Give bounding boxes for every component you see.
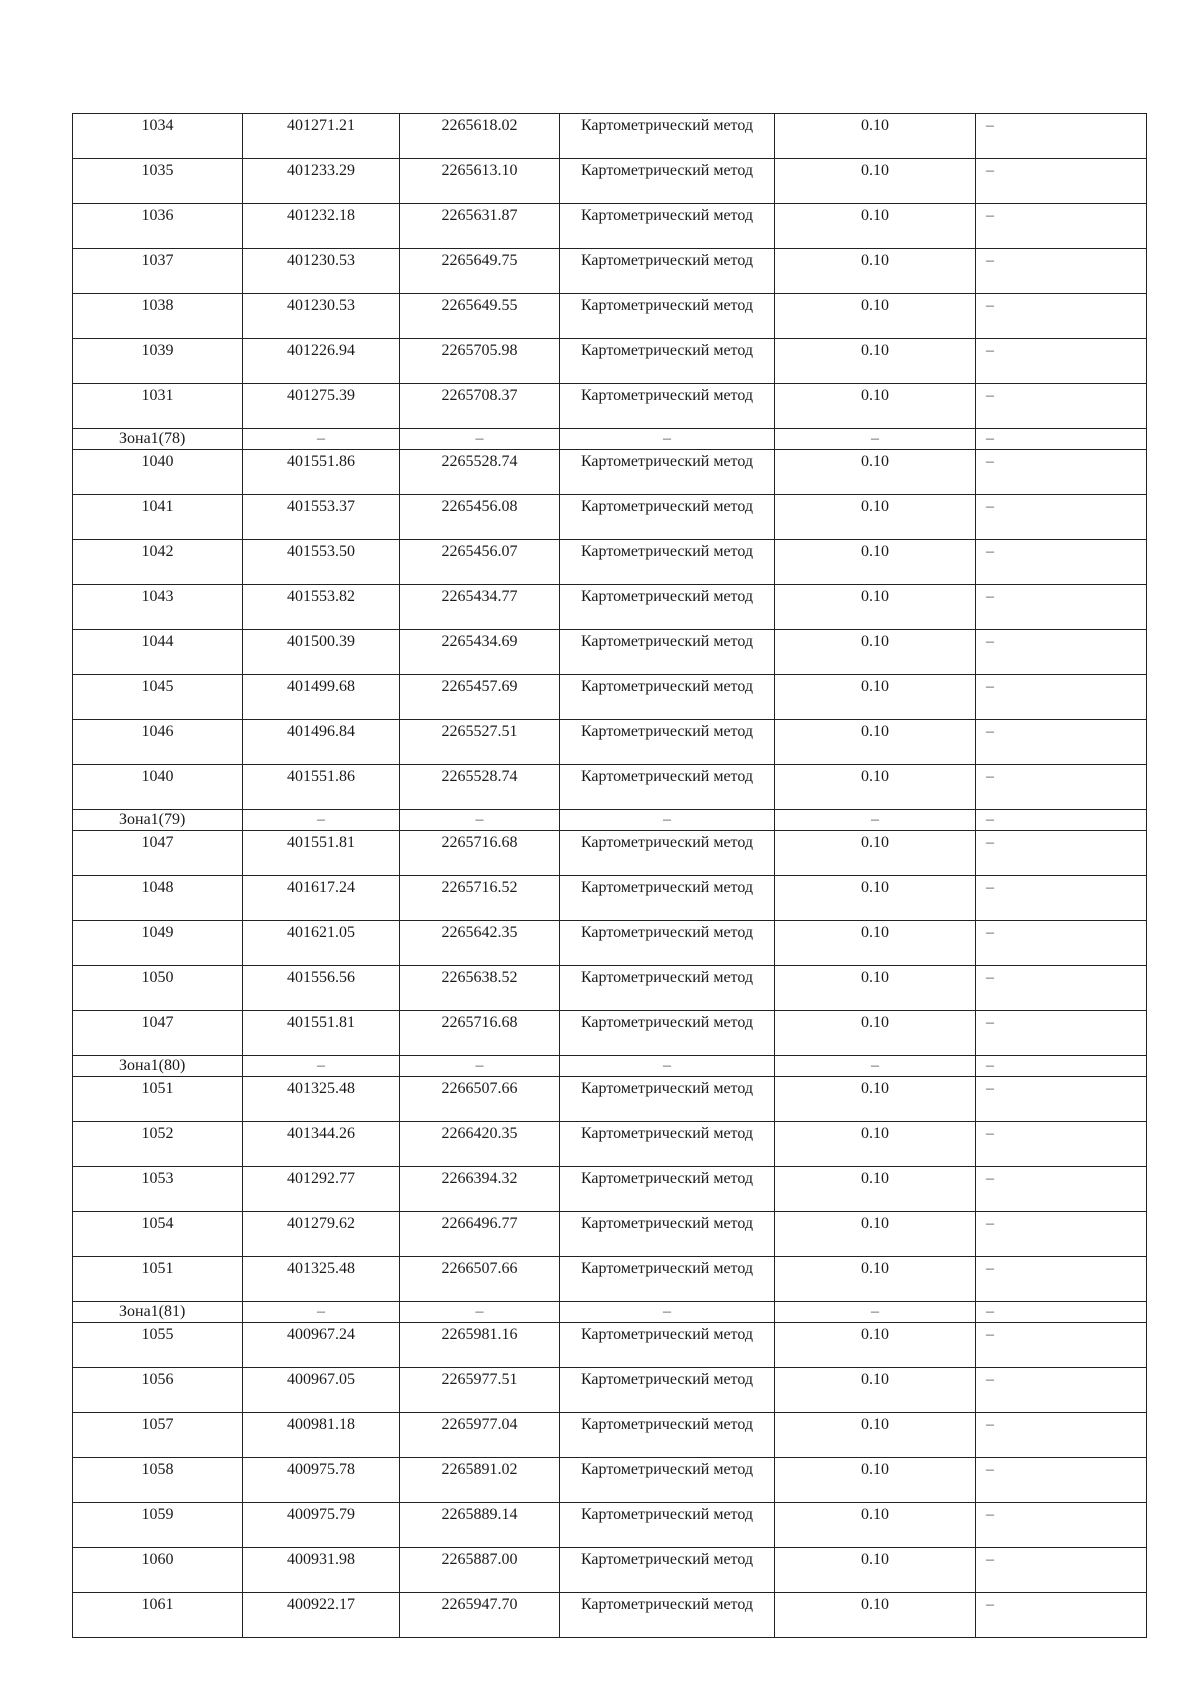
note-cell: – (976, 114, 1147, 159)
y-coordinate-cell: 2265434.69 (400, 630, 560, 675)
zone-dash-cell: – (560, 810, 775, 831)
note-cell: – (976, 1593, 1147, 1638)
note-cell: – (976, 249, 1147, 294)
note-cell: – (976, 495, 1147, 540)
method-cell: Картометрический метод (560, 765, 775, 810)
table-row (73, 1257, 1147, 1302)
table-row (73, 1503, 1147, 1548)
method-cell: Картометрический метод (560, 114, 775, 159)
method-cell: Картометрический метод (560, 495, 775, 540)
method-cell: Картометрический метод (560, 1593, 775, 1638)
table-row (73, 339, 1147, 384)
accuracy-cell: 0.10 (775, 384, 976, 429)
note-cell: – (976, 1503, 1147, 1548)
x-coordinate-cell: 401344.26 (243, 1122, 400, 1167)
note-cell: – (976, 1011, 1147, 1056)
method-cell: Картометрический метод (560, 831, 775, 876)
note-cell: – (976, 1167, 1147, 1212)
note-cell: – (976, 204, 1147, 249)
method-cell: Картометрический метод (560, 1413, 775, 1458)
accuracy-cell: 0.10 (775, 1212, 976, 1257)
point-id-cell: 1047 (73, 1011, 243, 1056)
note-cell: – (976, 450, 1147, 495)
point-id-cell: 1039 (73, 339, 243, 384)
zone-header-row (73, 1056, 1147, 1077)
table-row (73, 159, 1147, 204)
y-coordinate-cell: 2265528.74 (400, 765, 560, 810)
x-coordinate-cell: 400975.79 (243, 1503, 400, 1548)
y-coordinate-cell: 2266507.66 (400, 1257, 560, 1302)
table-row (73, 294, 1147, 339)
x-coordinate-cell: 401292.77 (243, 1167, 400, 1212)
table-row (73, 1212, 1147, 1257)
y-coordinate-cell: 2266496.77 (400, 1212, 560, 1257)
table-row (73, 1167, 1147, 1212)
accuracy-cell: 0.10 (775, 630, 976, 675)
table-row (73, 720, 1147, 765)
accuracy-cell: 0.10 (775, 204, 976, 249)
accuracy-cell: 0.10 (775, 339, 976, 384)
accuracy-cell: 0.10 (775, 966, 976, 1011)
point-id-cell: 1054 (73, 1212, 243, 1257)
method-cell: Картометрический метод (560, 249, 775, 294)
method-cell: Картометрический метод (560, 1458, 775, 1503)
y-coordinate-cell: 2265705.98 (400, 339, 560, 384)
accuracy-cell: 0.10 (775, 159, 976, 204)
point-id-cell: 1042 (73, 540, 243, 585)
y-coordinate-cell: 2265642.35 (400, 921, 560, 966)
x-coordinate-cell: 400931.98 (243, 1548, 400, 1593)
table-row (73, 585, 1147, 630)
point-id-cell: 1060 (73, 1548, 243, 1593)
note-cell: – (976, 1323, 1147, 1368)
note-cell: – (976, 765, 1147, 810)
accuracy-cell: 0.10 (775, 1503, 976, 1548)
method-cell: Картометрический метод (560, 159, 775, 204)
point-id-cell: 1040 (73, 765, 243, 810)
point-id-cell: 1046 (73, 720, 243, 765)
accuracy-cell: 0.10 (775, 1257, 976, 1302)
y-coordinate-cell: 2265891.02 (400, 1458, 560, 1503)
zone-label: Зона1(79) (73, 810, 243, 831)
method-cell: Картометрический метод (560, 1323, 775, 1368)
x-coordinate-cell: 401230.53 (243, 294, 400, 339)
x-coordinate-cell: 401325.48 (243, 1257, 400, 1302)
point-id-cell: 1038 (73, 294, 243, 339)
coordinates-table (72, 113, 1147, 1638)
table-row (73, 495, 1147, 540)
note-cell: – (976, 921, 1147, 966)
accuracy-cell: 0.10 (775, 921, 976, 966)
zone-dash-cell: – (243, 1056, 400, 1077)
accuracy-cell: 0.10 (775, 1167, 976, 1212)
table-row (73, 630, 1147, 675)
x-coordinate-cell: 401226.94 (243, 339, 400, 384)
zone-dash-cell: – (400, 1056, 560, 1077)
note-cell: – (976, 585, 1147, 630)
table-row (73, 1458, 1147, 1503)
method-cell: Картометрический метод (560, 1548, 775, 1593)
y-coordinate-cell: 2265947.70 (400, 1593, 560, 1638)
point-id-cell: 1037 (73, 249, 243, 294)
zone-dash-cell: – (775, 810, 976, 831)
point-id-cell: 1031 (73, 384, 243, 429)
note-cell: – (976, 720, 1147, 765)
accuracy-cell: 0.10 (775, 495, 976, 540)
note-cell: – (976, 384, 1147, 429)
method-cell: Картометрический метод (560, 585, 775, 630)
x-coordinate-cell: 401500.39 (243, 630, 400, 675)
x-coordinate-cell: 401325.48 (243, 1077, 400, 1122)
point-id-cell: 1040 (73, 450, 243, 495)
table-row (73, 675, 1147, 720)
point-id-cell: 1051 (73, 1257, 243, 1302)
x-coordinate-cell: 400922.17 (243, 1593, 400, 1638)
y-coordinate-cell: 2265716.68 (400, 1011, 560, 1056)
method-cell: Картометрический метод (560, 450, 775, 495)
zone-header-row (73, 1302, 1147, 1323)
table-row (73, 966, 1147, 1011)
x-coordinate-cell: 401233.29 (243, 159, 400, 204)
point-id-cell: 1035 (73, 159, 243, 204)
y-coordinate-cell: 2265649.75 (400, 249, 560, 294)
table-row (73, 1413, 1147, 1458)
accuracy-cell: 0.10 (775, 1323, 976, 1368)
zone-dash-cell: – (243, 810, 400, 831)
method-cell: Картометрический метод (560, 1257, 775, 1302)
y-coordinate-cell: 2265708.37 (400, 384, 560, 429)
x-coordinate-cell: 401499.68 (243, 675, 400, 720)
accuracy-cell: 0.10 (775, 1548, 976, 1593)
accuracy-cell: 0.10 (775, 720, 976, 765)
zone-dash-cell: – (400, 1302, 560, 1323)
method-cell: Картометрический метод (560, 1122, 775, 1167)
table-row (73, 765, 1147, 810)
y-coordinate-cell: 2265434.77 (400, 585, 560, 630)
y-coordinate-cell: 2265649.55 (400, 294, 560, 339)
x-coordinate-cell: 400967.24 (243, 1323, 400, 1368)
note-cell: – (976, 1413, 1147, 1458)
y-coordinate-cell: 2265889.14 (400, 1503, 560, 1548)
x-coordinate-cell: 401556.56 (243, 966, 400, 1011)
point-id-cell: 1034 (73, 114, 243, 159)
zone-dash-cell: – (976, 1056, 1147, 1077)
point-id-cell: 1049 (73, 921, 243, 966)
y-coordinate-cell: 2265456.08 (400, 495, 560, 540)
x-coordinate-cell: 400975.78 (243, 1458, 400, 1503)
y-coordinate-cell: 2266507.66 (400, 1077, 560, 1122)
method-cell: Картометрический метод (560, 630, 775, 675)
point-id-cell: 1053 (73, 1167, 243, 1212)
point-id-cell: 1050 (73, 966, 243, 1011)
note-cell: – (976, 876, 1147, 921)
x-coordinate-cell: 401617.24 (243, 876, 400, 921)
y-coordinate-cell: 2265716.68 (400, 831, 560, 876)
point-id-cell: 1056 (73, 1368, 243, 1413)
method-cell: Картометрический метод (560, 1011, 775, 1056)
note-cell: – (976, 1458, 1147, 1503)
note-cell: – (976, 294, 1147, 339)
table-row (73, 1122, 1147, 1167)
accuracy-cell: 0.10 (775, 1011, 976, 1056)
table-row (73, 204, 1147, 249)
point-id-cell: 1052 (73, 1122, 243, 1167)
point-id-cell: 1045 (73, 675, 243, 720)
table-row (73, 1323, 1147, 1368)
method-cell: Картометрический метод (560, 921, 775, 966)
point-id-cell: 1043 (73, 585, 243, 630)
y-coordinate-cell: 2265977.04 (400, 1413, 560, 1458)
x-coordinate-cell: 401551.81 (243, 1011, 400, 1056)
zone-dash-cell: – (243, 1302, 400, 1323)
note-cell: – (976, 1548, 1147, 1593)
zone-dash-cell: – (243, 429, 400, 450)
note-cell: – (976, 1122, 1147, 1167)
note-cell: – (976, 630, 1147, 675)
y-coordinate-cell: 2266420.35 (400, 1122, 560, 1167)
table-row (73, 876, 1147, 921)
x-coordinate-cell: 401551.86 (243, 450, 400, 495)
y-coordinate-cell: 2265456.07 (400, 540, 560, 585)
y-coordinate-cell: 2265977.51 (400, 1368, 560, 1413)
zone-dash-cell: – (775, 1302, 976, 1323)
note-cell: – (976, 1077, 1147, 1122)
accuracy-cell: 0.10 (775, 1458, 976, 1503)
method-cell: Картометрический метод (560, 1167, 775, 1212)
accuracy-cell: 0.10 (775, 831, 976, 876)
zone-label: Зона1(78) (73, 429, 243, 450)
table-row (73, 921, 1147, 966)
method-cell: Картометрический метод (560, 675, 775, 720)
note-cell: – (976, 339, 1147, 384)
table-row (73, 1593, 1147, 1638)
zone-header-row (73, 429, 1147, 450)
accuracy-cell: 0.10 (775, 1077, 976, 1122)
point-id-cell: 1059 (73, 1503, 243, 1548)
y-coordinate-cell: 2265527.51 (400, 720, 560, 765)
accuracy-cell: 0.10 (775, 585, 976, 630)
table-row (73, 1368, 1147, 1413)
zone-header-row (73, 810, 1147, 831)
zone-dash-cell: – (775, 429, 976, 450)
note-cell: – (976, 540, 1147, 585)
method-cell: Картометрический метод (560, 966, 775, 1011)
x-coordinate-cell: 401275.39 (243, 384, 400, 429)
accuracy-cell: 0.10 (775, 294, 976, 339)
method-cell: Картометрический метод (560, 204, 775, 249)
table-row (73, 831, 1147, 876)
table-row (73, 450, 1147, 495)
point-id-cell: 1057 (73, 1413, 243, 1458)
method-cell: Картометрический метод (560, 1368, 775, 1413)
table-row (73, 1077, 1147, 1122)
method-cell: Картометрический метод (560, 1077, 775, 1122)
x-coordinate-cell: 401279.62 (243, 1212, 400, 1257)
zone-label: Зона1(80) (73, 1056, 243, 1077)
point-id-cell: 1047 (73, 831, 243, 876)
note-cell: – (976, 1212, 1147, 1257)
zone-dash-cell: – (400, 810, 560, 831)
y-coordinate-cell: 2265528.74 (400, 450, 560, 495)
note-cell: – (976, 966, 1147, 1011)
point-id-cell: 1048 (73, 876, 243, 921)
x-coordinate-cell: 400967.05 (243, 1368, 400, 1413)
x-coordinate-cell: 401496.84 (243, 720, 400, 765)
y-coordinate-cell: 2265631.87 (400, 204, 560, 249)
x-coordinate-cell: 401553.50 (243, 540, 400, 585)
accuracy-cell: 0.10 (775, 675, 976, 720)
x-coordinate-cell: 401551.81 (243, 831, 400, 876)
accuracy-cell: 0.10 (775, 249, 976, 294)
x-coordinate-cell: 401621.05 (243, 921, 400, 966)
zone-dash-cell: – (976, 810, 1147, 831)
y-coordinate-cell: 2266394.32 (400, 1167, 560, 1212)
accuracy-cell: 0.10 (775, 540, 976, 585)
coordinates-table-body (73, 114, 1147, 1638)
point-id-cell: 1041 (73, 495, 243, 540)
x-coordinate-cell: 401232.18 (243, 204, 400, 249)
note-cell: – (976, 831, 1147, 876)
point-id-cell: 1055 (73, 1323, 243, 1368)
y-coordinate-cell: 2265457.69 (400, 675, 560, 720)
y-coordinate-cell: 2265887.00 (400, 1548, 560, 1593)
point-id-cell: 1058 (73, 1458, 243, 1503)
y-coordinate-cell: 2265716.52 (400, 876, 560, 921)
point-id-cell: 1044 (73, 630, 243, 675)
method-cell: Картометрический метод (560, 339, 775, 384)
zone-dash-cell: – (560, 1056, 775, 1077)
note-cell: – (976, 675, 1147, 720)
accuracy-cell: 0.10 (775, 450, 976, 495)
accuracy-cell: 0.10 (775, 765, 976, 810)
accuracy-cell: 0.10 (775, 1413, 976, 1458)
note-cell: – (976, 1368, 1147, 1413)
y-coordinate-cell: 2265618.02 (400, 114, 560, 159)
zone-label: Зона1(81) (73, 1302, 243, 1323)
y-coordinate-cell: 2265638.52 (400, 966, 560, 1011)
accuracy-cell: 0.10 (775, 114, 976, 159)
accuracy-cell: 0.10 (775, 1122, 976, 1167)
method-cell: Картометрический метод (560, 1503, 775, 1548)
table-row (73, 540, 1147, 585)
x-coordinate-cell: 401271.21 (243, 114, 400, 159)
zone-dash-cell: – (775, 1056, 976, 1077)
x-coordinate-cell: 401551.86 (243, 765, 400, 810)
point-id-cell: 1061 (73, 1593, 243, 1638)
point-id-cell: 1051 (73, 1077, 243, 1122)
table-row (73, 1548, 1147, 1593)
accuracy-cell: 0.10 (775, 1593, 976, 1638)
method-cell: Картометрический метод (560, 1212, 775, 1257)
zone-dash-cell: – (976, 429, 1147, 450)
y-coordinate-cell: 2265981.16 (400, 1323, 560, 1368)
zone-dash-cell: – (560, 1302, 775, 1323)
x-coordinate-cell: 401553.37 (243, 495, 400, 540)
accuracy-cell: 0.10 (775, 876, 976, 921)
point-id-cell: 1036 (73, 204, 243, 249)
accuracy-cell: 0.10 (775, 1368, 976, 1413)
note-cell: – (976, 1257, 1147, 1302)
x-coordinate-cell: 400981.18 (243, 1413, 400, 1458)
zone-dash-cell: – (560, 429, 775, 450)
note-cell: – (976, 159, 1147, 204)
x-coordinate-cell: 401230.53 (243, 249, 400, 294)
table-row (73, 1011, 1147, 1056)
x-coordinate-cell: 401553.82 (243, 585, 400, 630)
zone-dash-cell: – (400, 429, 560, 450)
method-cell: Картометрический метод (560, 876, 775, 921)
method-cell: Картометрический метод (560, 540, 775, 585)
table-row (73, 114, 1147, 159)
method-cell: Картометрический метод (560, 294, 775, 339)
table-row (73, 384, 1147, 429)
zone-dash-cell: – (976, 1302, 1147, 1323)
method-cell: Картометрический метод (560, 720, 775, 765)
table-row (73, 249, 1147, 294)
method-cell: Картометрический метод (560, 384, 775, 429)
y-coordinate-cell: 2265613.10 (400, 159, 560, 204)
